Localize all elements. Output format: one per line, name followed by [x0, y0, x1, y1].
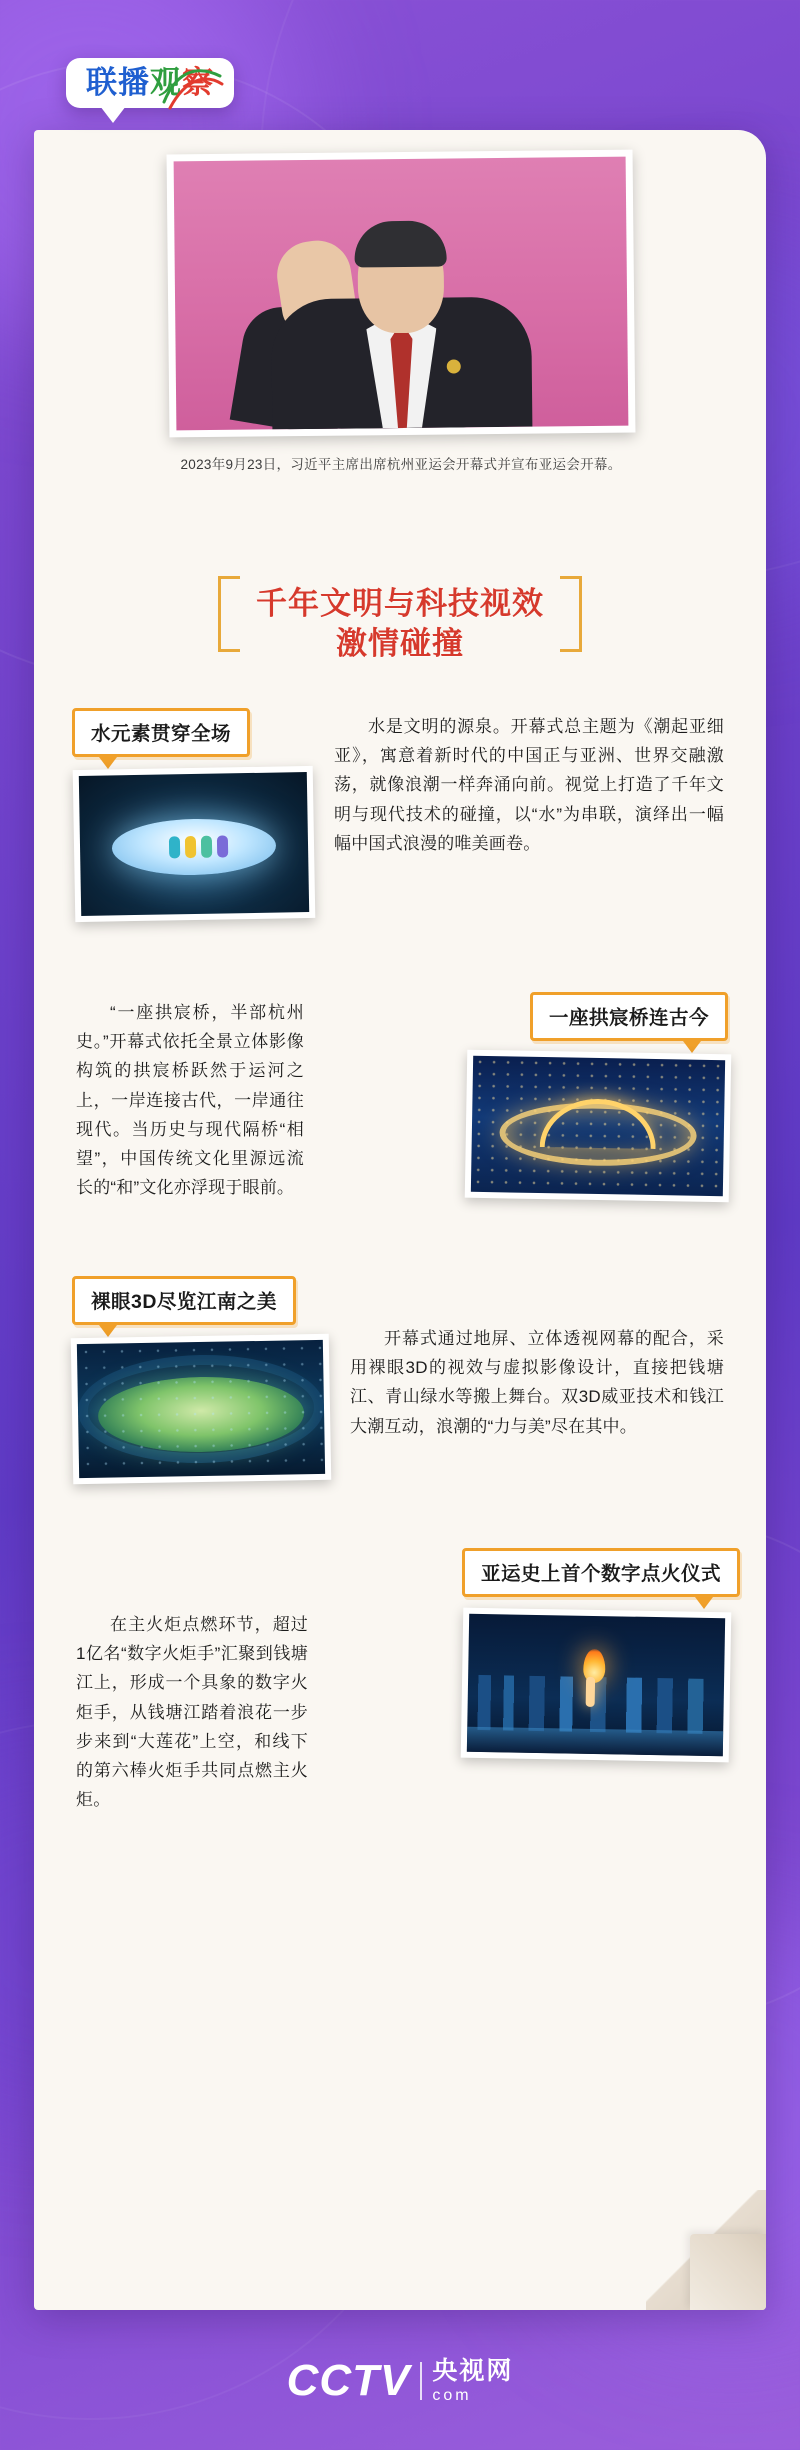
crowd-lights — [77, 1340, 325, 1478]
brand-text-part3: 察 — [182, 65, 214, 100]
cctv-wordmark: CCTV — [286, 2356, 411, 2405]
bracket-left — [218, 576, 240, 652]
section-bridge — [34, 992, 766, 1242]
city-skyline — [467, 1675, 724, 1735]
section-tag-water: 水元素贯穿全场 — [72, 708, 250, 757]
digital-torchbearer — [585, 1677, 595, 1707]
section-text-torch: 在主火炬点燃环节，超过1亿名“数字火炬手”汇聚到钱塘江上，形成一个具象的数字火炬手，从钱塘江踏着浪花一步步来到“大莲花”上空，和线下的第六棒火炬手共同点燃主火炬。 — [76, 1615, 308, 1810]
section-text-water: 水是文明的源泉。开幕式总主题为《潮起亚细亚》，寓意着新时代的中国正与亚洲、世界交融激荡，就像浪潮一样奔涌向前。视觉上打造了千年文明与现代技术的碰撞，以“水”为串联，演绎出一幅幅中国式浪漫的唯美画卷。 — [334, 717, 724, 853]
hero-photo-frame — [167, 150, 636, 438]
section-text-bridge: “一座拱宸桥，半部杭州史。”开幕式依托全景立体影像构筑的拱宸桥跃然于运河之上，一岸连接古代，一岸通往现代。当历史与现代隔桥“相望”，中国传统文化里源远流长的“和”文化亦浮现于眼前。 — [76, 1003, 304, 1198]
brand-badge — [66, 58, 234, 108]
section-3d — [34, 1276, 766, 1526]
section-torch — [34, 1548, 766, 1810]
section-tag-bridge: 一座拱宸桥连古今 — [530, 992, 728, 1041]
cctv-domain: com — [432, 2386, 472, 2404]
cctv-logo — [287, 2356, 514, 2406]
hero-photo-image — [174, 157, 629, 431]
mascot-icon — [201, 835, 212, 857]
brand-text-part1: 联播 — [86, 65, 150, 100]
section-image-torch — [461, 1608, 732, 1763]
tag-tail — [99, 1325, 117, 1337]
mascot-icon — [169, 836, 180, 858]
footer — [0, 2356, 800, 2406]
page-title — [256, 584, 544, 665]
brand-text-part2: 观 — [150, 65, 182, 100]
river-water — [467, 1727, 723, 1756]
hero-photo-block — [56, 152, 746, 473]
section-text-3d: 开幕式通过地屏、立体透视网幕的配合，采用裸眼3D的视效与虚拟影像设计，直接把钱塘江、青山绿水等搬上舞台。双3D威亚技术和钱江大潮互动，浪潮的“力与美”尽在其中。 — [350, 1329, 724, 1436]
card-fold-corner — [690, 2234, 766, 2310]
headline-block — [34, 578, 766, 671]
content-card — [34, 130, 766, 2310]
section-image-bridge — [465, 1050, 732, 1203]
mascot-icon — [217, 835, 228, 857]
tag-tail — [99, 757, 117, 769]
mascot-icon — [185, 836, 196, 858]
badge-tail — [100, 106, 126, 123]
logo-divider — [420, 2362, 422, 2400]
section-tag-torch: 亚运史上首个数字点火仪式 — [462, 1548, 740, 1597]
cctv-cn-name: 央视网 — [432, 2356, 514, 2385]
section-tag-3d: 裸眼3D尽览江南之美 — [72, 1276, 296, 1325]
page-title-line1: 千年文明与科技视效 — [256, 586, 544, 621]
tag-tail — [683, 1041, 701, 1053]
section-water — [34, 708, 766, 958]
figure-hair — [354, 220, 446, 267]
page-title-line2: 激情碰撞 — [336, 626, 464, 662]
section-image-water — [73, 766, 316, 922]
tag-tail — [695, 1597, 713, 1609]
hero-caption: 2023年9月23日，习近平主席出席杭州亚运会开幕式并宣布亚运会开幕。 — [180, 457, 622, 472]
bracket-right — [560, 576, 582, 652]
section-image-3d — [71, 1334, 332, 1484]
